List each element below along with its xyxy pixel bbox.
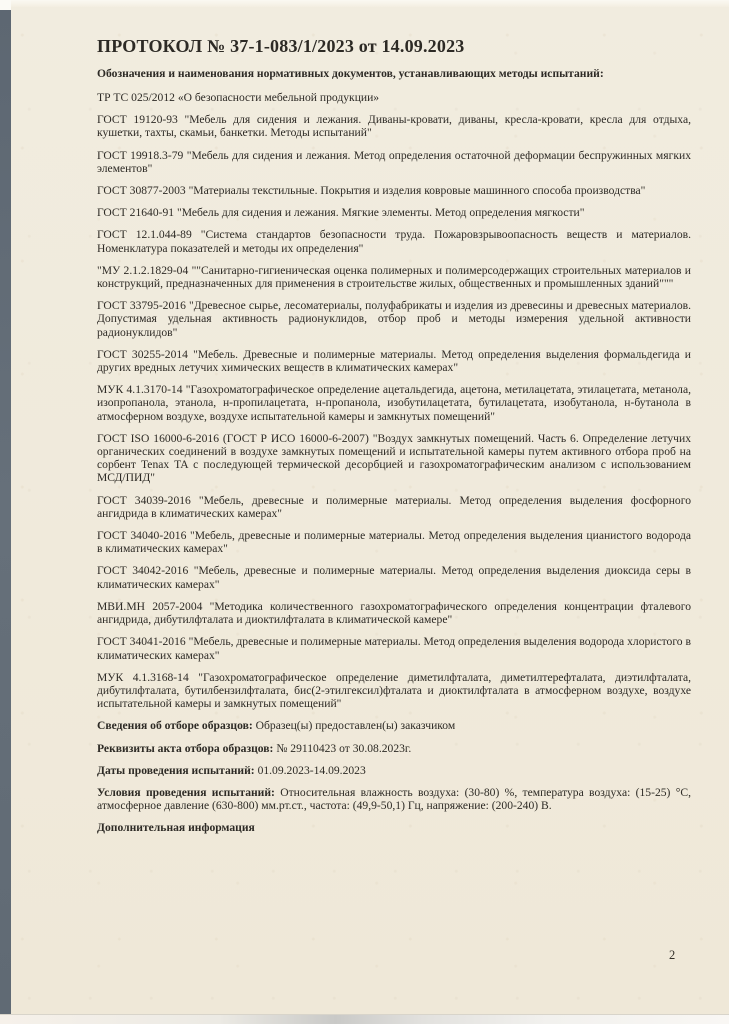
norm-doc-item: ГОСТ 34041-2016 "Мебель, древесные и полимерные материалы. Метод определения выделения водорода хлористого в климатических камерах" [97, 635, 691, 662]
field-label: Дополнительная информация [97, 821, 255, 835]
norm-doc-item: ГОСТ 34042-2016 "Мебель, древесные и полимерные материалы. Метод определения выделения диоксида серы в климатических камерах" [97, 564, 691, 591]
norm-doc-item: ГОСТ 19918.3-79 "Мебель для сидения и лежания. Метод определения остаточной деформации беспружинных мягких элементов" [97, 148, 691, 175]
scanner-background-edge [0, 10, 11, 1014]
norm-doc-item: МВИ.МН 2057-2004 "Методика количественного газохроматографического определения концентрации фталевого ангидрида, дибутилфталата и диоктилфталата в климатической камере" [97, 599, 691, 627]
norm-doc-item: МУК 4.1.3170-14 "Газохроматографическое определение ацетальдегида, ацетона, метилацетата, этилацетата, метанола, изопропанола, этанола, н-пропилацетата, н-пропанола, изобутилацетата, бутилацетата, изобутанола, н-бутанола в атмосферном воздухе, воздухе испытательной камеры и замкнутых помещений" [97, 383, 691, 423]
section-heading: Обозначения и наименования нормативных документов, устанавливающих методы испытаний: [97, 67, 604, 80]
scan-top-edge [0, 0, 729, 7]
scan-bottom-edge [0, 1014, 729, 1024]
norm-doc-item: "МУ 2.1.2.1829-04 ""Санитарно-гигиеническая оценка полимерных и полимерсодержащих строительных материалов и конструкций, предназначенных для применения в строительстве жилых, общественных и промышленных зданий""" [97, 263, 691, 291]
field-label: Условия проведения испытаний: [97, 785, 275, 799]
norm-doc-item: ГОСТ 21640-91 "Мебель для сидения и лежания. Мягкие элементы. Метод определения мягкости" [97, 206, 585, 220]
norm-doc-item: ГОСТ 33795-2016 "Древесное сырье, лесоматериалы, полуфабрикаты и изделия из древесины и древесных материалов. Допустимая удельная активность радионуклидов, отбор проб и методы измерения удельной активности радионуклидов" [97, 299, 691, 339]
field-label: Сведения об отборе образцов: [97, 719, 253, 733]
norm-doc-item: ГОСТ 34040-2016 "Мебель, древесные и полимерные материалы. Метод определения выделения цианистого водорода в климатических камерах" [97, 529, 691, 556]
field-label: Даты проведения испытаний: [97, 763, 255, 777]
document-body [97, 36, 691, 844]
scan-corner [0, 0, 11, 10]
field-label: Реквизиты акта отбора образцов: [97, 741, 274, 755]
field-additional-info [97, 821, 691, 834]
norm-doc-item: ГОСТ ISO 16000-6-2016 (ГОСТ Р ИСО 16000-6-2007) "Воздух замкнутых помещений. Часть 6. Определение летучих органических соединений в воздухе замкнутых помещений и испытательной камеры путем активного отбора проб на сорбент Tenax TA с последующей термической десорбцией и газохроматографическим анализом с использованием МСД/ПИД" [97, 431, 691, 485]
field-test-conditions [97, 786, 691, 812]
field-value: Образец(ы) предоставлен(ы) заказчиком [255, 719, 456, 733]
norm-doc-item: МУК 4.1.3168-14 "Газохроматографическое определение диметилфталата, диметилтерефталата, диэтилфталата, дибутилфталата, бутилбензилфталата, бис(2-этилгексил)фталата и диоктилфталата в атмосферном воздухе, воздухе испытательной камеры и замкнутых помещений" [97, 670, 691, 711]
norm-doc-item: ГОСТ 30877-2003 "Материалы текстильные. Покрытия и изделия ковровые машинного способа производства" [97, 184, 646, 198]
norm-doc-item: ГОСТ 19120-93 "Мебель для сидения и лежания. Диваны-кровати, диваны, кресла-кровати, кресла для отдыха, кушетки, тахты, скамьи, банкетки. Методы испытаний" [97, 113, 691, 140]
page-title: ПРОТОКОЛ № 37-1-083/1/2023 от 14.09.2023 [97, 36, 465, 56]
norm-doc-item: ТР ТС 025/2012 «О безопасности мебельной продукции» [97, 91, 380, 104]
field-value: 01.09.2023-14.09.2023 [257, 763, 366, 777]
field-value: Относительная влажность воздуха: (30-80) %, температура воздуха: (15-25) °С, атмосферное давление (630-800) мм.рт.ст., частота: (49,9-50,1) Гц, напряжение: (200-240) В. [97, 785, 691, 813]
page-number: 2 [669, 948, 676, 962]
field-test-dates [97, 764, 691, 777]
norm-doc-item: ГОСТ 34039-2016 "Мебель, древесные и полимерные материалы. Метод определения выделения фосфорного ангидрида в климатических камерах" [97, 493, 691, 520]
field-sample-selection [97, 719, 691, 732]
norm-doc-item: ГОСТ 12.1.044-89 "Система стандартов безопасности труда. Пожаровзрывоопасность веществ и материалов. Номенклатура показателей и методы их определения" [97, 228, 691, 255]
norm-doc-item: ГОСТ 30255-2014 "Мебель. Древесные и полимерные материалы. Метод определения выделения формальдегида и других вредных летучих химических веществ в климатических камерах" [97, 347, 691, 375]
field-act-details [97, 742, 691, 755]
field-value: № 29110423 от 30.08.2023г. [276, 741, 412, 755]
